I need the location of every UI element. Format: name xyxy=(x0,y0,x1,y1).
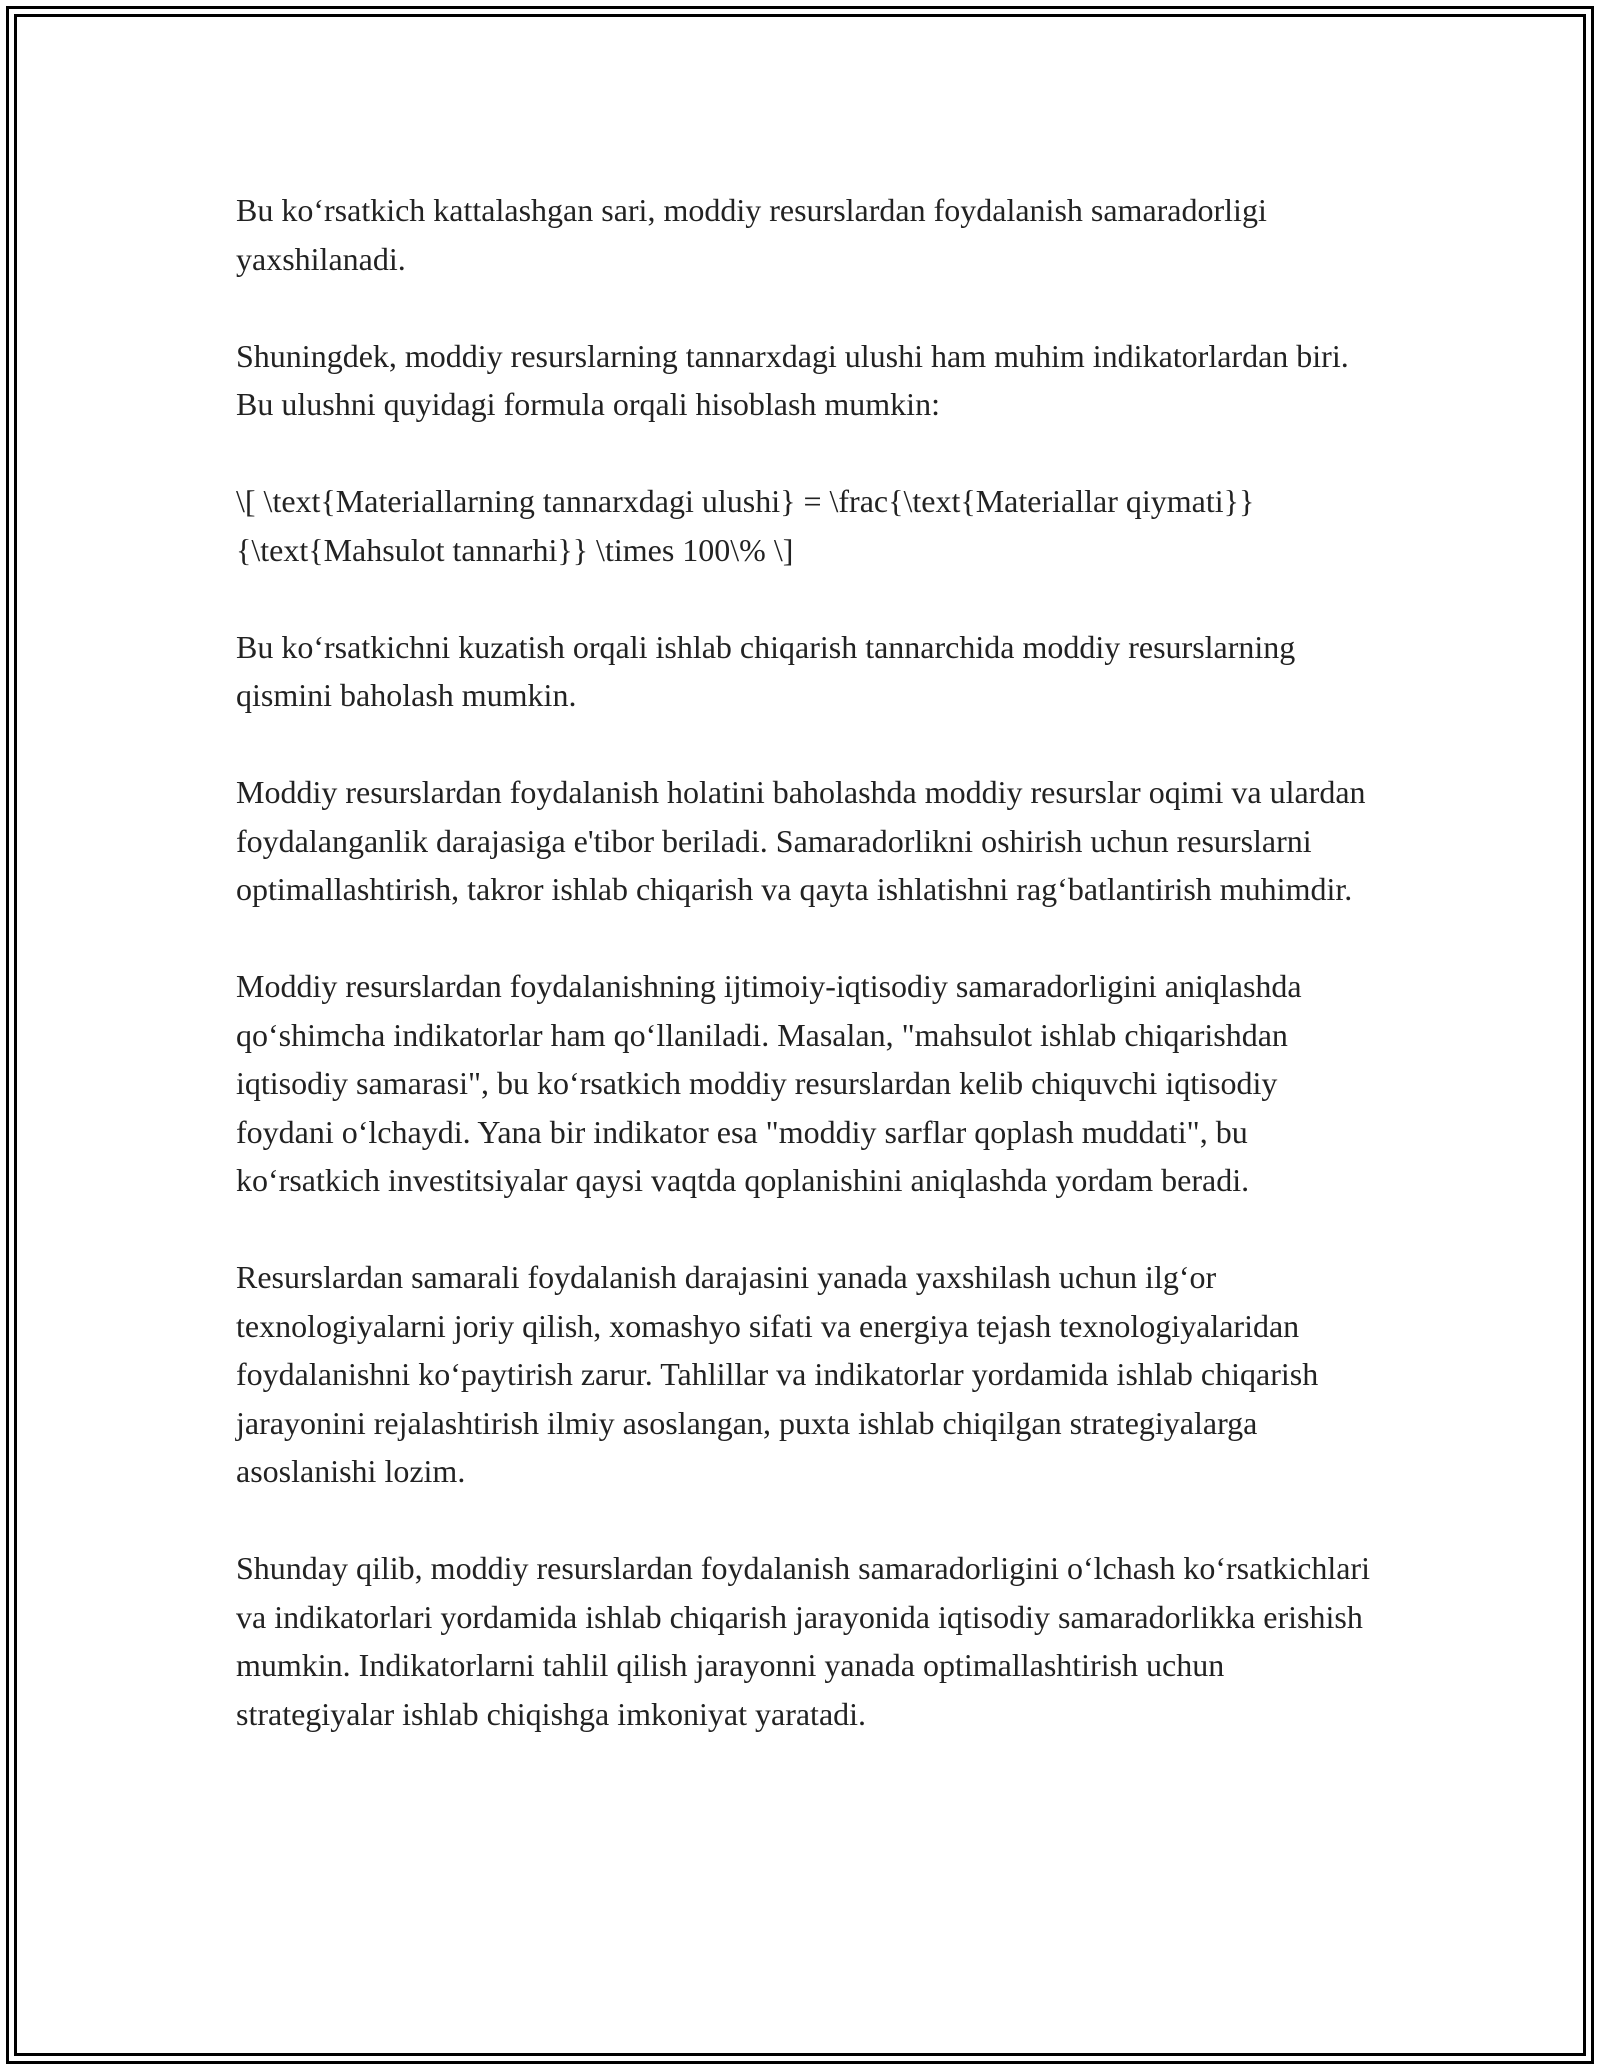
paragraph-6: Moddiy resurslardan foydalanishning ijtimoiy-iqtisodiy samaradorligini aniqlashda qo‘shimcha indikatorlar ham qo‘llaniladi. Masalan, "mahsulot ishlab chiqarishdan iqtisodiy samarasi", bu ko‘rsatkich moddiy resurslardan kelib chiquvchi iqtisodiy foydani o‘lchaydi. Yana bir indikator esa "moddiy sarflar qoplash muddati", bu ko‘rsatkich investitsiyalar qaysi vaqtda qoplanishini aniqlashda yordam beradi. xyxy=(236,968,1302,1198)
document-body xyxy=(236,186,1376,1787)
formula-paragraph: \[ \text{Materiallarning tannarxdagi ulushi} = \frac{\text{Materiallar qiymati}}{\text{Mahsulot tannarhi}} \times 100\% \] xyxy=(236,483,1255,568)
paragraph-1: Bu ko‘rsatkich kattalashgan sari, moddiy resurslardan foydalanish samaradorligi yaxshilanadi. xyxy=(236,192,1267,277)
paragraph-8: Shunday qilib, moddiy resurslardan foydalanish samaradorligini o‘lchash ko‘rsatkichlari va indikatorlari yordamida ishlab chiqarish jarayonida iqtisodiy samaradorlikka erishish mumkin. Indikatorlarni tahlil qilish jarayonni yanada optimallashtirish uchun strategiyalar ishlab chiqishga imkoniyat yaratadi. xyxy=(236,1550,1370,1732)
paragraph-5: Moddiy resurslardan foydalanish holatini baholashda moddiy resurslar oqimi va ulardan foydalanganlik darajasiga e'tibor beriladi. Samaradorlikni oshirish uchun resurslarni optimallashtirish, takror ishlab chiqarish va qayta ishlatishni rag‘batlantirish muhimdir. xyxy=(236,774,1366,907)
paragraph-4: Bu ko‘rsatkichni kuzatish orqali ishlab chiqarish tannarchida moddiy resurslarning qismini baholash mumkin. xyxy=(236,628,1296,713)
paragraph-7: Resurslardan samarali foydalanish darajasini yanada yaxshilash uchun ilg‘or texnologiyalarni joriy qilish, xomashyo sifati va energiya tejash texnologiyalaridan foydalanishni ko‘paytirish zarur. Tahlillar va indikatorlar yordamida ishlab chiqarish jarayonini rejalashtirish ilmiy asoslangan, puxta ishlab chiqilgan strategiyalarga asoslanishi lozim. xyxy=(236,1259,1319,1489)
paragraph-2: Shuningdek, moddiy resurslarning tannarxdagi ulushi ham muhim indikatorlardan biri. Bu ulushni quyidagi formula orqali hisoblash mumkin: xyxy=(236,337,1349,422)
